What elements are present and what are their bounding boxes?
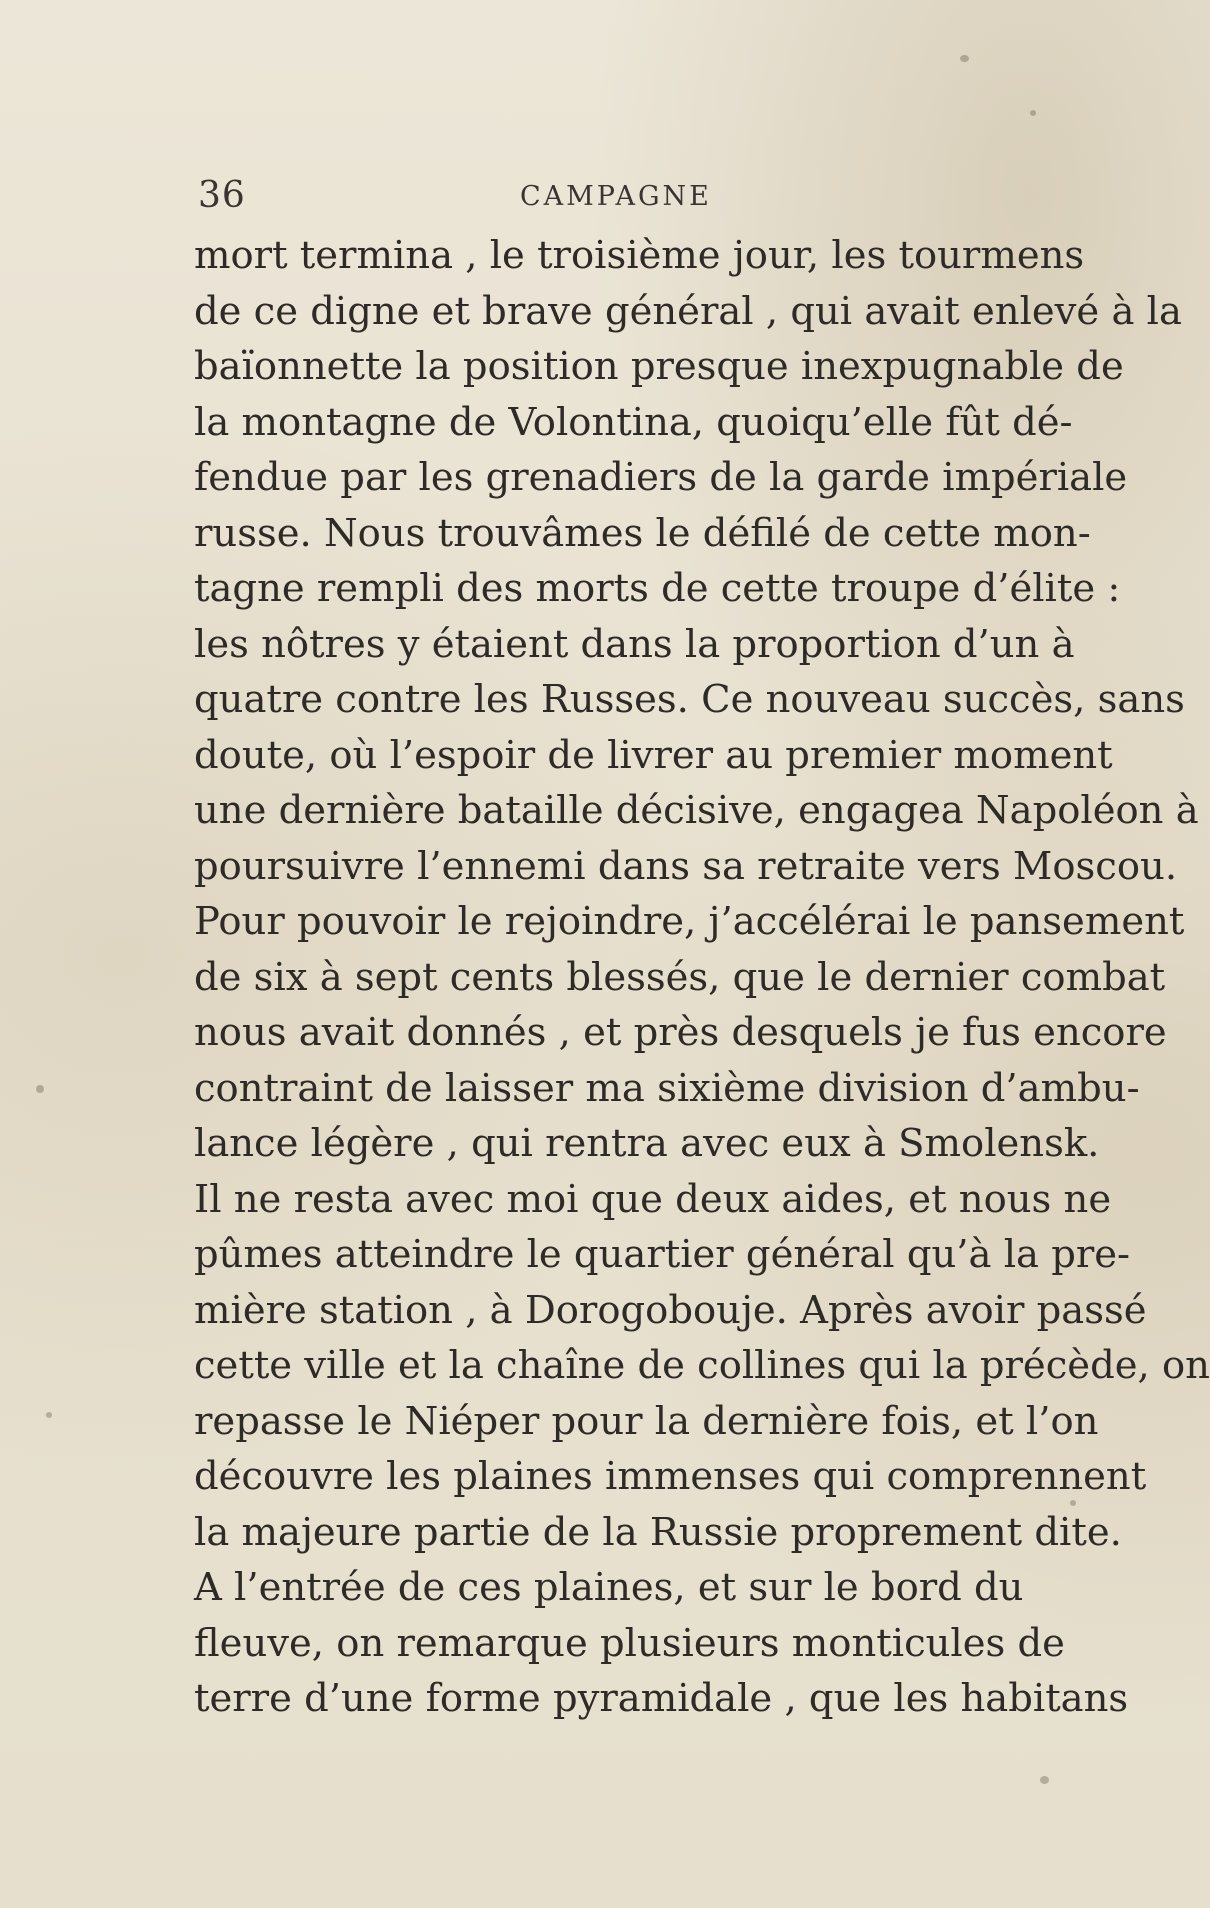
text-line: cette ville et la chaîne de collines qui la précède, on bbox=[194, 1343, 1210, 1388]
running-title: CAMPAGNE bbox=[520, 181, 712, 212]
text-line: de ce digne et brave général , qui avait enlevé à la bbox=[194, 288, 1182, 334]
paper-speck bbox=[46, 1412, 52, 1418]
text-line: russe. Nous trouvâmes le défilé de cette mon- bbox=[194, 510, 1091, 556]
text-line: Il ne resta avec moi que deux aides, et nous ne bbox=[194, 1176, 1112, 1222]
body-text bbox=[194, 228, 1210, 1727]
text-line: doute, où l’espoir de livrer au premier moment bbox=[194, 732, 1113, 778]
paper-speck bbox=[960, 55, 969, 62]
text-line: fendue par les grenadiers de la garde impériale bbox=[194, 455, 1128, 500]
text-line: une dernière bataille décisive, engagea Napoléon à bbox=[194, 788, 1199, 833]
page-number: 36 bbox=[198, 175, 246, 216]
text-line: pûmes atteindre le quartier général qu’à la pre- bbox=[194, 1232, 1131, 1277]
text-line: terre d’une forme pyramidale , que les habitans bbox=[194, 1676, 1129, 1721]
text-line: poursuivre l’ennemi dans sa retraite vers Moscou. bbox=[194, 843, 1178, 889]
paper-speck bbox=[1040, 1776, 1049, 1784]
text-line: contraint de laisser ma sixième division d’ambu- bbox=[194, 1065, 1140, 1111]
text-line: baïonnette la position presque inexpugnable de bbox=[194, 344, 1124, 389]
text-line: tagne rempli des morts de cette troupe d’élite : bbox=[194, 566, 1121, 611]
text-line: la montagne de Volontina, quoiqu’elle fût dé- bbox=[194, 399, 1073, 445]
text-line: mort termina , le troisième jour, les tourmens bbox=[194, 233, 1085, 278]
text-line: A l’entrée de ces plaines, et sur le bord du bbox=[194, 1565, 1024, 1610]
paper-speck bbox=[1030, 110, 1036, 116]
paper-speck bbox=[36, 1085, 44, 1093]
text-line: repasse le Niéper pour la dernière fois, et l’on bbox=[194, 1398, 1099, 1444]
text-line: découvre les plaines immenses qui comprennent bbox=[194, 1454, 1147, 1499]
page-header bbox=[198, 175, 1018, 225]
text-line: lance légère , qui rentra avec eux à Smolensk. bbox=[194, 1121, 1100, 1166]
text-line: les nôtres y étaient dans la proportion d’un à bbox=[194, 621, 1075, 667]
text-line: la majeure partie de la Russie proprement dite. bbox=[194, 1509, 1122, 1555]
text-line: fleuve, on remarque plusieurs monticules de bbox=[194, 1620, 1065, 1666]
paper-speck bbox=[1070, 1500, 1076, 1506]
text-line: de six à sept cents blessés, que le dernier combat bbox=[194, 954, 1166, 1000]
text-line: mière station , à Dorogobouje. Après avoir passé bbox=[194, 1287, 1147, 1333]
text-line: Pour pouvoir le rejoindre, j’accélérai le pansement bbox=[194, 899, 1185, 944]
text-line: nous avait donnés , et près desquels je fus encore bbox=[194, 1010, 1167, 1055]
text-line: quatre contre les Russes. Ce nouveau succès, sans bbox=[194, 677, 1185, 722]
